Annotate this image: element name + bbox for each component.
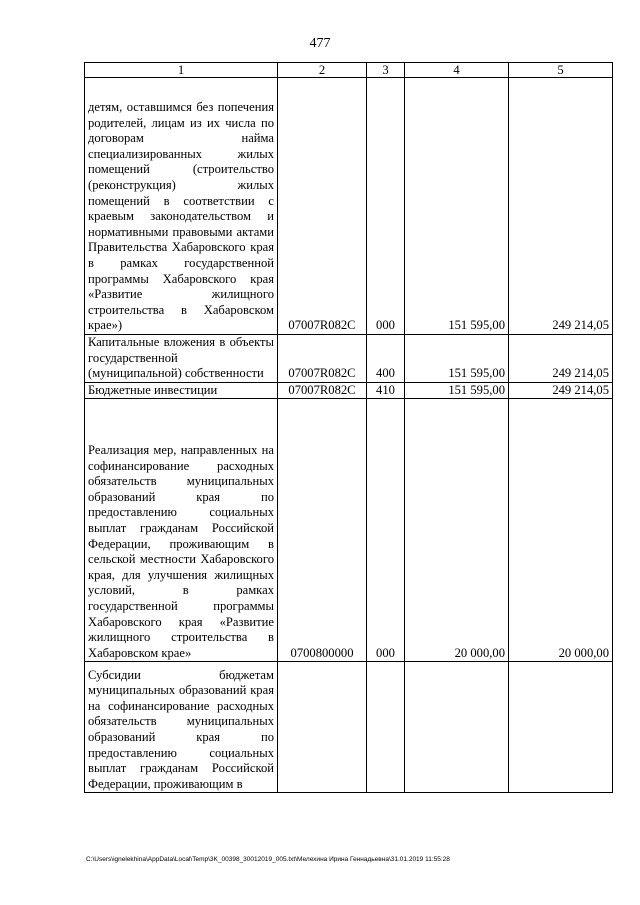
column-header-5: 5: [509, 63, 613, 78]
row-amount-year2: 249 214,05: [509, 382, 613, 399]
row-description: Субсидии бюджетам муниципальных образований края на софинансирование расходных обязательств муниципальных образований края по предоставлению социальных выплат гражданам Российской Федерации, проживающим в: [85, 662, 278, 793]
row-description: детям, оставшимся без попечения родителей, лицам из их числа по договорам найма специализированных жилых помещений (строительство (реконструкция) жилых помещений в соответствии с краевым законодательством и нормативными правовыми актами Правительства Хабаровского края в рамках государственной программы Хабаровского края «Развитие жилищного строительства в Хабаровском крае»): [85, 78, 278, 335]
column-header-2: 2: [278, 63, 367, 78]
row-amount-year1: [405, 662, 509, 793]
table-row: [85, 382, 613, 399]
row-target-code: 07007R082C: [278, 78, 367, 335]
table-row: [85, 399, 613, 662]
row-amount-year2: [509, 662, 613, 793]
row-amount-year2: 20 000,00: [509, 399, 613, 662]
row-target-code: 07007R082C: [278, 382, 367, 399]
row-target-code: 0700800000: [278, 399, 367, 662]
table-row: [85, 78, 613, 335]
row-target-code: 07007R082C: [278, 335, 367, 383]
page-number: 477: [309, 36, 331, 51]
column-header-1: 1: [85, 63, 278, 78]
row-amount-year1: 20 000,00: [405, 399, 509, 662]
file-path-footer: C:\Users\ignelekhina\AppData\Local\Temp\3K_00398_30012019_005.txt\Мелехина Ирина Геннадьевна\31.01.2019 11:55:28: [86, 856, 450, 863]
table-row: [85, 662, 613, 793]
row-amount-year1: 151 595,00: [405, 382, 509, 399]
row-expense-type: 410: [367, 382, 405, 399]
row-amount-year2: 249 214,05: [509, 78, 613, 335]
row-expense-type: 400: [367, 335, 405, 383]
column-header-4: 4: [405, 63, 509, 78]
row-description: Бюджетные инвестиции: [85, 382, 278, 399]
header-row: [85, 63, 613, 78]
budget-table: [84, 62, 613, 793]
row-target-code: [278, 662, 367, 793]
row-expense-type: [367, 662, 405, 793]
row-amount-year2: 249 214,05: [509, 335, 613, 383]
row-expense-type: 000: [367, 399, 405, 662]
row-amount-year1: 151 595,00: [405, 78, 509, 335]
row-description: Капитальные вложения в объекты государственной (муниципальной) собственности: [85, 335, 278, 383]
row-description: Реализация мер, направленных на софинансирование расходных обязательств муниципальных образований края по предоставлению социальных выплат гражданам Российской Федерации, проживающим в сельской местности Хабаровского края, для улучшения жилищных условий, в рамках государственной программы Хабаровского края «Развитие жилищного строительства в Хабаровском крае»: [85, 399, 278, 662]
column-header-3: 3: [367, 63, 405, 78]
table-row: [85, 335, 613, 383]
row-expense-type: 000: [367, 78, 405, 335]
row-amount-year1: 151 595,00: [405, 335, 509, 383]
